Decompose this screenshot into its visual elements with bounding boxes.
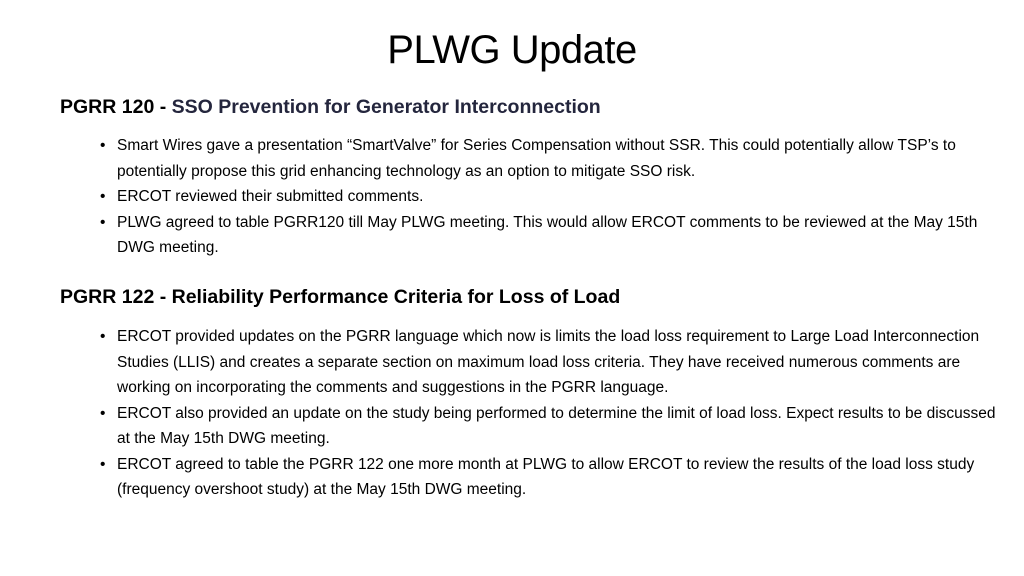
bullet-item: • ERCOT also provided an update on the study being performed to determine the limit of load loss. Expect results to be discussed at the May 15th DWG meeting. <box>100 401 1005 452</box>
section-heading-pgrr-120 <box>60 94 601 120</box>
slide-title: PLWG Update <box>387 28 637 72</box>
bullet-item: • ERCOT agreed to table the PGRR 122 one more month at PLWG to allow ERCOT to review the results of the load loss study (frequency overshoot study) at the May 15th DWG meeting. <box>100 452 1005 503</box>
section-name: SSO Prevention for Generator Interconnection <box>171 96 601 118</box>
bullet-item: • Smart Wires gave a presentation “SmartValve” for Series Compensation without SSR. This could potentially allow TSP’s to potentially propose this grid enhancing technology as an option to mitigate SSO risk. <box>100 133 1005 184</box>
section-code: PGRR 122 - <box>60 286 172 308</box>
section-heading-pgrr-122 <box>60 284 620 310</box>
bullet-item: • PLWG agreed to table PGRR120 till May PLWG meeting. This would allow ERCOT comments to be reviewed at the May 15th DWG meeting. <box>100 210 1005 261</box>
section-name: Reliability Performance Criteria for Loss of Load <box>171 286 621 308</box>
section-code: PGRR 120 - <box>60 96 172 118</box>
bullet-list-pgrr-120 <box>100 133 1005 261</box>
bullet-item: • ERCOT provided updates on the PGRR language which now is limits the load loss requirement to Large Load Interconnection Studies (LLIS) and creates a separate section on maximum load loss criteria. They have received numerous comments are working on incorporating the comments and suggestions in the PGRR language. <box>100 324 1005 401</box>
bullet-item: • ERCOT reviewed their submitted comments. <box>100 184 1005 210</box>
bullet-list-pgrr-122 <box>100 324 1005 503</box>
